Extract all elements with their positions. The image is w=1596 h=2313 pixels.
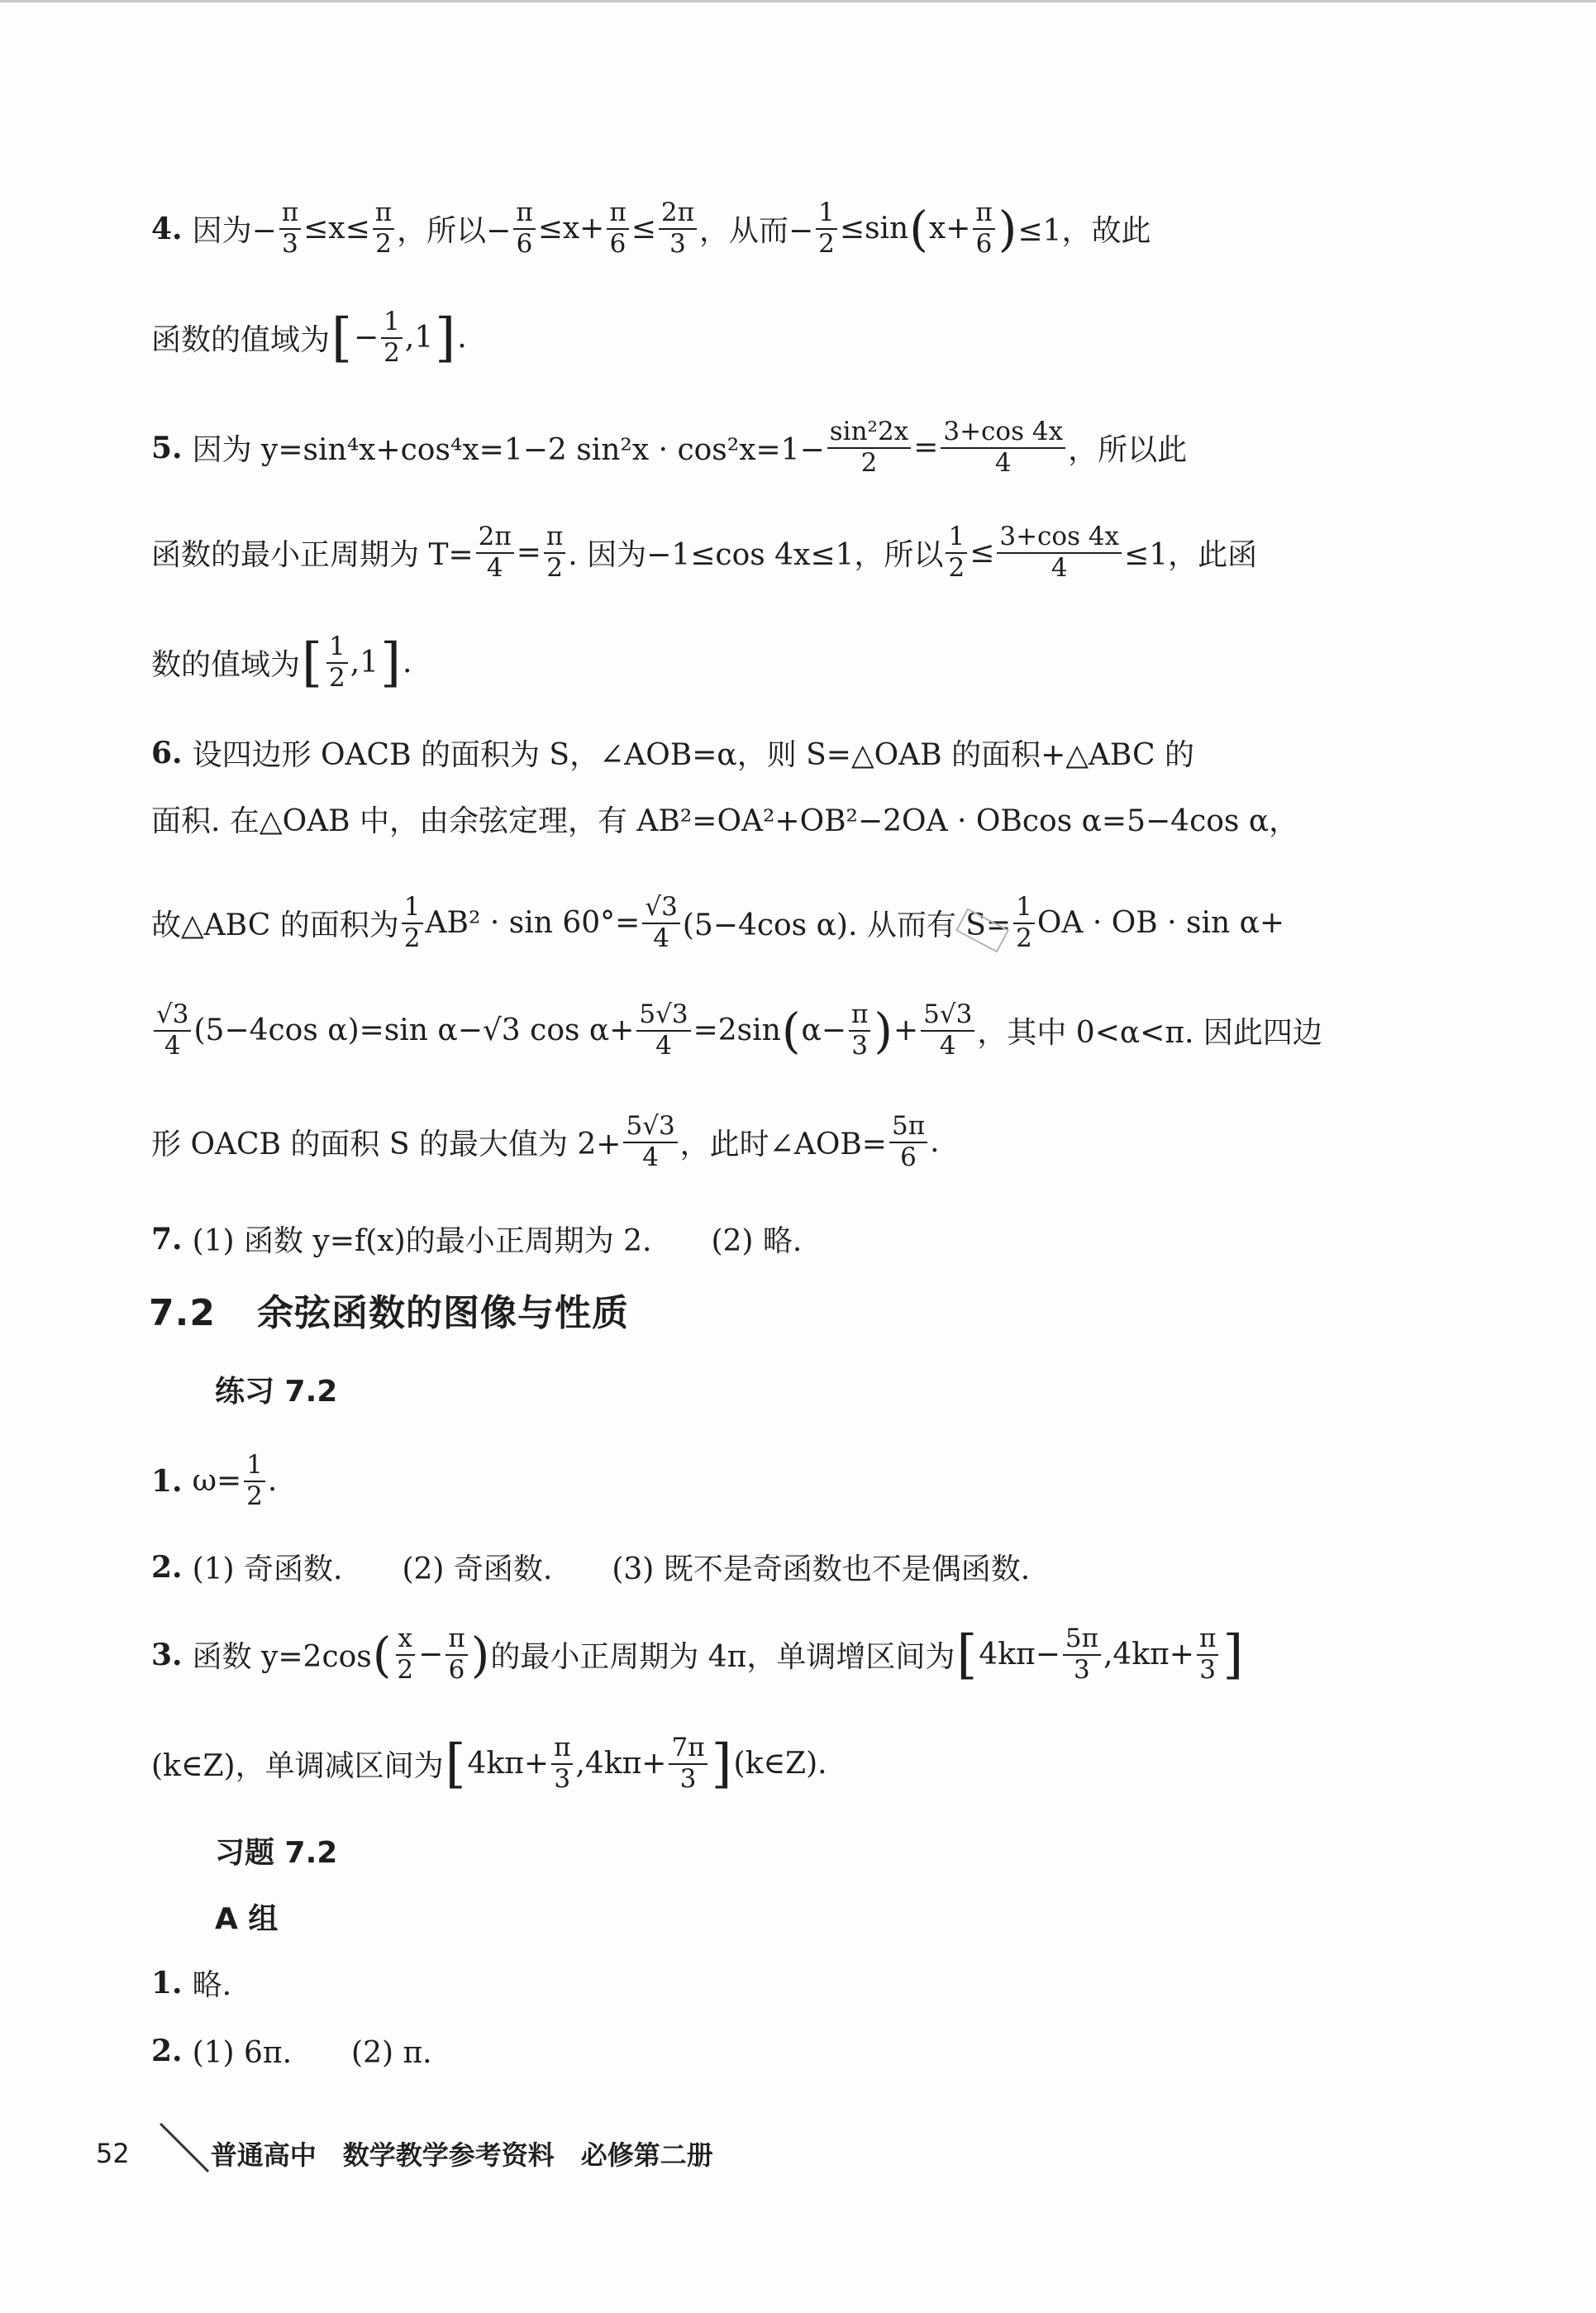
fraction: $\frac{√3}{4}$ — [642, 893, 679, 953]
fraction: $\frac{5√3}{4}$ — [921, 1000, 974, 1061]
fraction: $\frac{\pi}{2}$ — [373, 198, 394, 259]
problem-5-line-2: 函数的最小正周期为 T= $\frac{2\pi}{4}$ = $\frac{\pi}{2}$ . 因为−1≤cos 4x≤1，所以 $\frac{1}{2}$ ≤ $\frac{3+\cos 4x}{4}$ ≤1，此函 — [151, 522, 1258, 583]
fraction: $\frac{1}{2}$ — [946, 522, 967, 583]
page-footer — [96, 2125, 713, 2182]
fraction: $\frac{1}{2}$ — [816, 198, 837, 259]
fraction: $\frac{1}{2}$ — [1013, 893, 1035, 953]
fraction: $\frac{1}{2}$ — [402, 893, 423, 953]
fraction: $\frac{√3}{4}$ — [154, 1000, 191, 1061]
top-border — [0, 0, 1596, 2]
fraction: $\frac{3+\cos 4x}{4}$ — [941, 417, 1065, 478]
fraction: $\frac{5\pi}{3}$ — [1063, 1624, 1101, 1685]
fraction: $\frac{\text{sin²2x}}{2}$ — [827, 417, 911, 478]
fraction: $\frac{2\pi}{3}$ — [659, 198, 697, 259]
section-title: 余弦函数的图像与性质 — [256, 1292, 629, 1334]
practice-q3-line-1: 3. 函数 y=2cos ( $\frac{x}{2}$ − $\frac{\pi}{6}$ ) 的最小正周期为 4π，单调增区间为 [ 4kπ− $\frac{5\pi}{3}$ ,4kπ+ $\frac{\pi}{3}$ ] — [151, 1624, 1244, 1686]
problem-4-number: 4. — [151, 211, 183, 246]
practice-heading: 练习 7.2 — [215, 1375, 338, 1409]
fraction: $\frac{\pi}{6}$ — [445, 1624, 467, 1685]
problem-6-line-4: $\frac{√3}{4}$ (5−4cos α)=sin α−√3 cos α+ $\frac{5√3}{4}$ =2sin ( α− $\frac{\pi}{3}$ ) + $\frac{5√3}{4}$ ，其中 0<α<π. 因此四边 — [151, 1000, 1383, 1061]
slash-divider — [153, 2125, 202, 2182]
problem-7: 7. (1) 函数 y=f(x)的最小正周期为 2. (2) 略. — [151, 1221, 803, 1258]
problem-6-line-3: 故△ABC 的面积为 $\frac{1}{2}$ AB² · sin 60°= $\frac{√3}{4}$ (5−4cos α). 从而有 S= $\frac{1}{2}$ OA · OB · sin α+ — [151, 892, 1285, 953]
practice-q2: 2. (1) 奇函数. (2) 奇函数. (3) 既不是奇函数也不是偶函数. — [151, 1549, 1031, 1586]
problem-5-line-1: 5. 因为 y=sin⁴x+cos⁴x=1−2 sin²x · cos²x=1− $\frac{\text{sin²2x}}{2}$ = $\frac{3+\cos 4x}{4}$ ，所以此 — [151, 417, 1188, 478]
fraction: $\frac{1}{2}$ — [381, 308, 403, 368]
fraction: $\frac{\pi}{6}$ — [607, 198, 628, 259]
problem-6-line-2: 面积. 在△OAB 中，由余弦定理，有 AB²=OA²+OB²−2OA · OBcos α=5−4cos α， — [151, 804, 1299, 838]
fraction: $\frac{5\pi}{6}$ — [889, 1112, 927, 1172]
problem-7-number: 7. — [151, 1221, 183, 1257]
group-heading: A 组 — [215, 1902, 279, 1936]
problem-5-number: 5. — [151, 430, 183, 465]
section-heading — [149, 1283, 629, 1336]
footer-title: 普通高中 数学教学参考资料 必修第二册 — [210, 2139, 713, 2171]
problem-6-line-5: 形 OACB 的面积 S 的最大值为 2+ $\frac{5√3}{4}$ ，此时∠AOB= $\frac{5\pi}{6}$ . — [151, 1111, 940, 1172]
fraction: $\frac{5√3}{4}$ — [636, 1000, 690, 1061]
fraction: $\frac{5√3}{4}$ — [623, 1112, 677, 1172]
fraction: $\frac{\pi}{2}$ — [544, 522, 565, 583]
fraction: $\frac{3+\cos 4x}{4}$ — [997, 522, 1122, 583]
fraction: $\frac{\pi}{6}$ — [513, 198, 535, 259]
problem-4-line-1: 4. 因为− $\frac{\pi}{3}$ ≤x≤ $\frac{\pi}{2}$ ，所以− $\frac{\pi}{6}$ ≤x+ $\frac{\pi}{6}$ ≤ $\frac{2\pi}{3}$ ，从而− $\frac{1}{2}$ ≤sin ( x+ $\frac{\pi}{6}$ ) ≤1，故此 — [151, 198, 1151, 259]
exercise-heading: 习题 7.2 — [215, 1836, 338, 1870]
fraction: $\frac{7\pi}{3}$ — [669, 1734, 707, 1794]
practice-q3-line-2: (k∈Z)，单调减区间为 [ 4kπ+ $\frac{\pi}{3}$ ,4kπ+ $\frac{7\pi}{3}$ ] (k∈Z). — [151, 1733, 827, 1795]
fraction: $\frac{x}{2}$ — [397, 1624, 414, 1685]
practice-q1: 1. ω= $\frac{1}{2}$ . — [151, 1450, 278, 1511]
exercise-q1: 1. 略. — [151, 1965, 232, 2002]
section-number: 7.2 — [149, 1292, 216, 1334]
problem-6-number: 6. — [151, 735, 183, 770]
problem-5-line-3: 数的值域为 [ $\frac{1}{2}$ ,1 ] . — [151, 632, 412, 694]
fraction: $\frac{\pi}{3}$ — [1197, 1624, 1218, 1685]
fraction: $\frac{1}{2}$ — [244, 1451, 265, 1511]
fraction: $\frac{\pi}{6}$ — [973, 198, 994, 259]
problem-4-line-2: 函数的值域为 [ − $\frac{1}{2}$ ,1 ] . — [151, 307, 467, 369]
problem-6-line-1: 6. 设四边形 OACB 的面积为 S，∠AOB=α，则 S=△OAB 的面积+△ABC 的 — [151, 735, 1195, 772]
exercise-q2: 2. (1) 6π. (2) π. — [151, 2033, 432, 2070]
page-number: 52 — [96, 2138, 130, 2169]
fraction: $\frac{\pi}{3}$ — [849, 1000, 870, 1061]
fraction: $\frac{\pi}{3}$ — [279, 198, 301, 259]
fraction: $\frac{1}{2}$ — [326, 632, 348, 693]
fraction: $\frac{2\pi}{4}$ — [476, 522, 514, 583]
fraction: $\frac{\pi}{3}$ — [551, 1734, 573, 1794]
